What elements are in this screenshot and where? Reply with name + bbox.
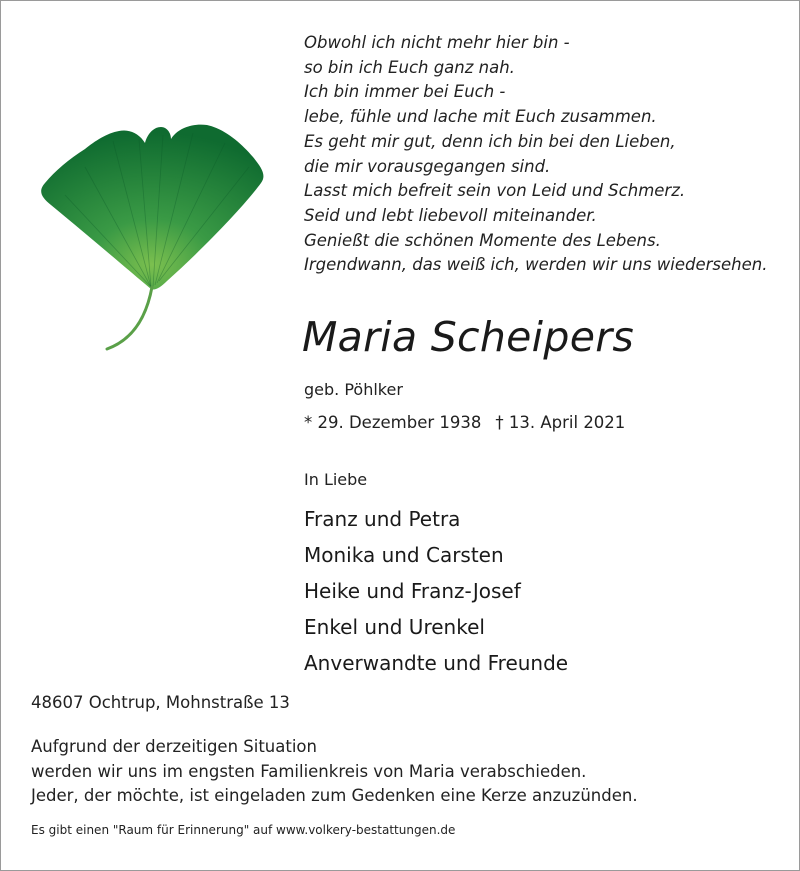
life-dates [304,413,625,432]
poem-line: Ich bin immer bei Euch - [304,82,506,102]
poem [304,31,767,278]
birth-name: geb. Pöhlker [304,380,403,399]
poem-line: Es geht mir gut, denn ich bin bei den Lieben, [304,131,676,151]
situation-line: werden wir uns im engsten Familienkreis von Maria verabschieden. [31,761,587,781]
deceased-name: Maria Scheipers [302,313,635,361]
mourners-intro: In Liebe [304,470,368,489]
situation-notice [31,735,638,809]
situation-line: Jeder, der möchte, ist eingeladen zum Gedenken eine Kerze anzuzünden. [31,786,638,805]
footer-note: Es gibt einen "Raum für Erinnerung" auf www.volkery-bestattungen.de [31,823,456,837]
ginkgo-leaf-icon [35,119,267,359]
poem-line: die mir vorausgegangen sind. [304,156,551,176]
mourner-entry: Enkel und Urenkel [304,615,485,639]
poem-line: Seid und lebt liebevoll miteinander. [304,205,597,225]
death-date: † 13. April 2021 [495,413,626,432]
mourner-entry: Franz und Petra [304,507,461,531]
poem-line: Lasst mich befreit sein von Leid und Schmerz. [304,181,686,201]
poem-line: Genießt die schönen Momente des Lebens. [304,230,661,250]
birth-date: * 29. Dezember 1938 [304,413,482,432]
poem-line: so bin ich Euch ganz nah. [304,57,515,77]
address: 48607 Ochtrup, Mohnstraße 13 [31,693,290,712]
mourner-entry: Heike und Franz-Josef [304,579,521,603]
poem-line: lebe, fühle und lache mit Euch zusammen. [304,107,657,127]
mourner-entry: Monika und Carsten [304,543,504,567]
poem-line: Obwohl ich nicht mehr hier bin - [304,33,570,52]
situation-line: Aufgrund der derzeitigen Situation [31,737,317,756]
poem-line: Irgendwann, das weiß ich, werden wir uns wiedersehen. [304,255,768,275]
mourner-entry: Anverwandte und Freunde [304,651,569,675]
mourners-list [304,501,568,681]
